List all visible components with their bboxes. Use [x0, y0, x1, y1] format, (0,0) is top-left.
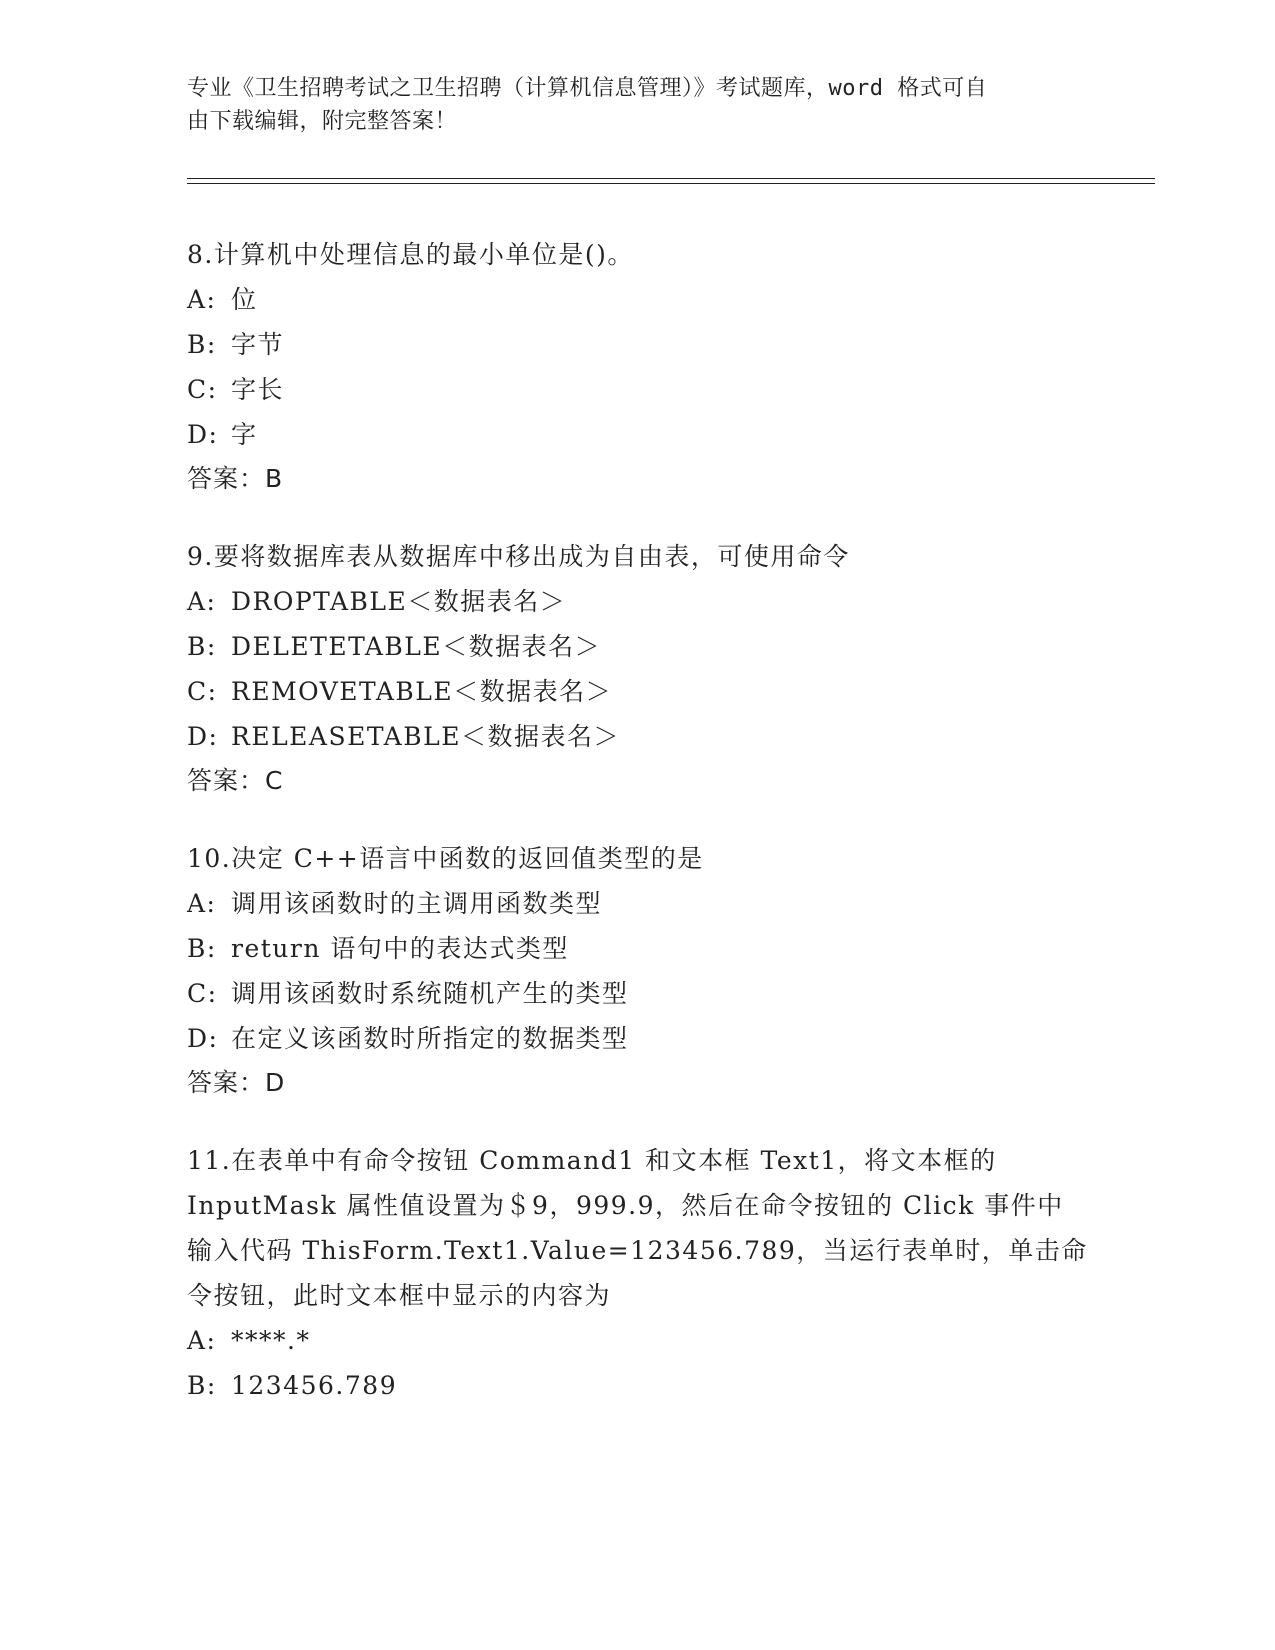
option-letter: B: [187, 632, 217, 661]
question-11 [187, 1138, 1087, 1408]
option-text: return 语句中的表达式类型 [231, 934, 569, 963]
option-a [187, 579, 1087, 624]
option-d [187, 1016, 1087, 1061]
option-text: 字长 [231, 375, 285, 404]
stem-line: 8.计算机中处理信息的最小单位是()。 [187, 240, 634, 269]
answer-line: 答案：D [187, 1068, 286, 1097]
question-stem [187, 232, 1087, 277]
option-letter: A: [187, 1326, 217, 1355]
question-8 [187, 232, 1087, 501]
option-a [187, 277, 1087, 322]
question-9 [187, 534, 1087, 803]
option-text: 调用该函数时系统随机产生的类型 [231, 979, 629, 1008]
document-header [187, 72, 1067, 138]
option-letter: A: [187, 587, 217, 616]
option-letter: C: [187, 979, 218, 1008]
option-letter: A: [187, 285, 217, 314]
option-c [187, 669, 1087, 714]
option-letter: B: [187, 934, 217, 963]
option-a [187, 1318, 1087, 1363]
option-text: REMOVETABLE＜数据表名＞ [231, 677, 613, 706]
header-divider-top [187, 178, 1155, 179]
option-text: 123456.789 [231, 1371, 398, 1400]
option-text: 字节 [231, 330, 285, 359]
header-divider-bottom [187, 183, 1155, 184]
option-text: DELETETABLE＜数据表名＞ [231, 632, 602, 661]
option-d [187, 412, 1087, 457]
question-10 [187, 836, 1087, 1105]
option-text: DROPTABLE＜数据表名＞ [231, 587, 567, 616]
option-letter: B: [187, 330, 217, 359]
stem-line: 令按钮，此时文本框中显示的内容为 [187, 1281, 612, 1310]
header-line-1: 专业《卫生招聘考试之卫生招聘（计算机信息管理）》考试题库，word 格式可自 [187, 76, 988, 101]
option-text: 字 [231, 420, 258, 449]
option-b [187, 322, 1087, 367]
option-letter: D: [187, 722, 219, 751]
stem-line: 10.决定 C++语言中函数的返回值类型的是 [187, 844, 704, 873]
stem-line: 11.在表单中有命令按钮 Command1 和文本框 Text1，将文本框的 [187, 1146, 997, 1175]
option-letter: D: [187, 420, 219, 449]
stem-line: 输入代码 ThisForm.Text1.Value=123456.789，当运行表单时，单击命 [187, 1236, 1088, 1265]
answer-line: 答案：C [187, 766, 284, 795]
option-text: ****.* [231, 1326, 311, 1355]
stem-line: InputMask 属性值设置为＄9，999.9，然后在命令按钮的 Click 事件中 [187, 1191, 1064, 1220]
option-letter: B: [187, 1371, 217, 1400]
option-text: 在定义该函数时所指定的数据类型 [231, 1024, 629, 1053]
question-stem [187, 534, 1087, 579]
stem-line: 9.要将数据库表从数据库中移出成为自由表，可使用命令 [187, 542, 850, 571]
option-b [187, 926, 1087, 971]
question-stem [187, 836, 1087, 881]
answer-line: 答案：B [187, 464, 284, 493]
option-letter: A: [187, 889, 217, 918]
option-c [187, 367, 1087, 412]
option-b [187, 624, 1087, 669]
question-list [187, 232, 1087, 1441]
header-line-2: 由下载编辑，附完整答案！ [187, 109, 458, 134]
option-text: 调用该函数时的主调用函数类型 [231, 889, 603, 918]
option-a [187, 881, 1087, 926]
option-letter: C: [187, 677, 218, 706]
option-c [187, 971, 1087, 1016]
question-stem [187, 1138, 1087, 1318]
option-text: RELEASETABLE＜数据表名＞ [231, 722, 620, 751]
option-b [187, 1363, 1087, 1408]
option-letter: C: [187, 375, 218, 404]
option-text: 位 [231, 285, 258, 314]
option-d [187, 714, 1087, 759]
option-letter: D: [187, 1024, 219, 1053]
